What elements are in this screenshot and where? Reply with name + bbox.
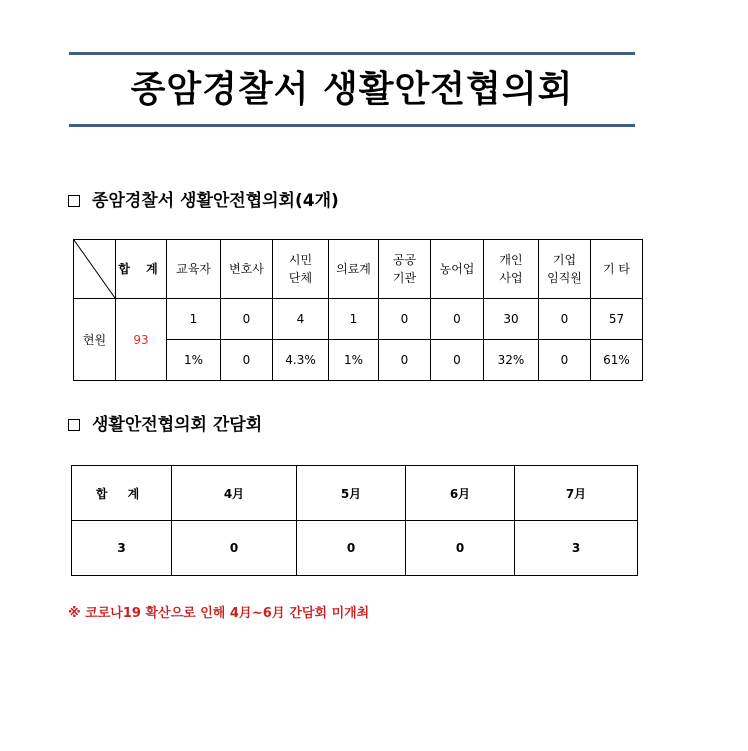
header-july: 7月 (515, 466, 638, 521)
diagonal-line-icon (74, 240, 115, 298)
header-april: 4月 (172, 466, 297, 521)
section2-heading (68, 410, 262, 435)
count-cell: 30 (484, 299, 539, 340)
count-cell: 1 (329, 299, 379, 340)
count-cell: 0 (539, 299, 591, 340)
percent-cell: 4.3% (273, 340, 329, 381)
percent-cell: 1% (329, 340, 379, 381)
header-lawyer: 변호사 (221, 240, 273, 299)
square-bullet-icon (68, 419, 80, 431)
meetings-table (71, 465, 638, 576)
meetings-values-row (72, 521, 638, 576)
percent-cell: 0 (379, 340, 431, 381)
value-total: 3 (72, 521, 172, 576)
title-top-rule (69, 52, 635, 55)
section2-heading-text: 생활안전협의회 간담회 (92, 415, 263, 435)
percent-cell: 1% (167, 340, 221, 381)
value-april: 0 (172, 521, 297, 576)
percent-cell: 32% (484, 340, 539, 381)
page-title: 종암경찰서 생활안전협의회 (130, 69, 574, 110)
value-june: 0 (406, 521, 515, 576)
percent-cell: 0 (539, 340, 591, 381)
value-may: 0 (297, 521, 406, 576)
title-bottom-rule (69, 124, 635, 127)
header-self-employed: 개인 사업 (484, 240, 539, 299)
header-may: 5月 (297, 466, 406, 521)
membership-table (73, 239, 643, 381)
header-total: 합 계 (72, 466, 172, 521)
header-public-agency: 공공 기관 (379, 240, 431, 299)
diagonal-corner-cell (74, 240, 116, 299)
square-bullet-icon (68, 195, 80, 207)
header-agriculture: 농어업 (431, 240, 484, 299)
value-july: 3 (515, 521, 638, 576)
count-cell: 0 (221, 299, 273, 340)
count-cell: 1 (167, 299, 221, 340)
header-total: 합 계 (116, 240, 167, 299)
percent-cell: 61% (591, 340, 643, 381)
header-corporate-staff: 기업 임직원 (539, 240, 591, 299)
header-other: 기 타 (591, 240, 643, 299)
header-june: 6月 (406, 466, 515, 521)
count-cell: 4 (273, 299, 329, 340)
count-cell: 0 (379, 299, 431, 340)
percent-cell: 0 (431, 340, 484, 381)
membership-header-row (74, 240, 643, 299)
covid-note: ※ 코로나19 확산으로 인해 4月~6月 간담회 미개최 (68, 606, 370, 621)
section1-heading-text: 종암경찰서 생활안전협의회(4개) (92, 191, 339, 211)
row-label-current: 현원 (74, 299, 116, 381)
header-civic-group: 시민 단체 (273, 240, 329, 299)
header-medical: 의료계 (329, 240, 379, 299)
section1-heading (68, 186, 339, 211)
meetings-header-row (72, 466, 638, 521)
total-value: 93 (116, 299, 167, 381)
header-educator: 교육자 (167, 240, 221, 299)
count-cell: 57 (591, 299, 643, 340)
count-cell: 0 (431, 299, 484, 340)
counts-row (74, 299, 643, 340)
percent-cell: 0 (221, 340, 273, 381)
